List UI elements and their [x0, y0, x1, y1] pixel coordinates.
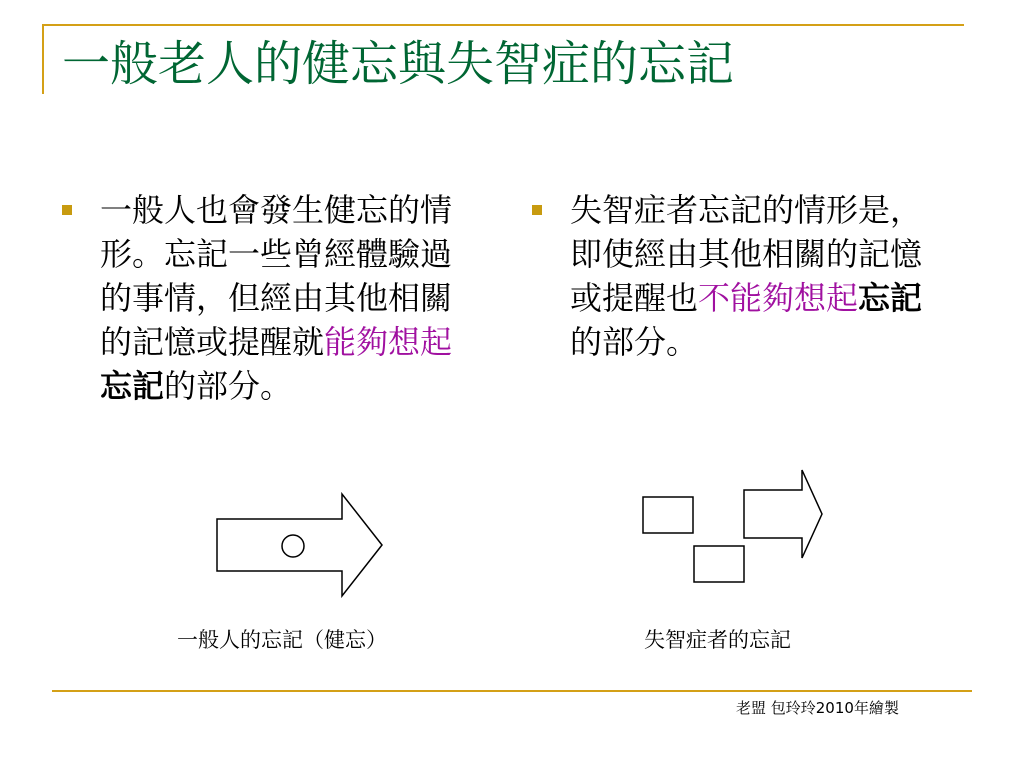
left-bullet-text-end: 的部分。 [164, 367, 293, 405]
normal-memory-caption: 一般人的忘記（健忘） [177, 628, 387, 652]
dementia-memory-caption: 失智症者的忘記 [644, 628, 791, 652]
dementia-memory-arrow-icon [744, 470, 822, 558]
memory-circle-icon [282, 535, 304, 557]
left-bullet-highlight-recall: 能夠想起 [324, 323, 453, 361]
right-bullet-text-end: 的部分。 [570, 323, 699, 361]
bottom-accent-line [52, 690, 972, 692]
left-bullet-highlight-forgotten: 忘記 [100, 367, 165, 405]
slide-title: 一般老人的健忘與失智症的忘記 [62, 36, 735, 92]
memory-fragment-box-icon [643, 497, 693, 533]
left-bullet-text-main: 一般人也會發生健忘的情形。忘記一些曾經體驗過的事情，但經由其他相關的記憶或提醒就 [100, 191, 453, 361]
footer-credit: 老盟 包玲玲2010年繪製 [736, 699, 899, 717]
right-bullet-highlight-cannot-recall: 不能夠想起 [698, 279, 859, 317]
right-bullet-text-main: 失智症者忘記的情形是，即使經由其他相關的記憶或提醒也 [570, 191, 923, 317]
memory-fragment-box-icon [694, 546, 744, 582]
right-bullet-highlight-forgotten: 忘記 [858, 279, 923, 317]
